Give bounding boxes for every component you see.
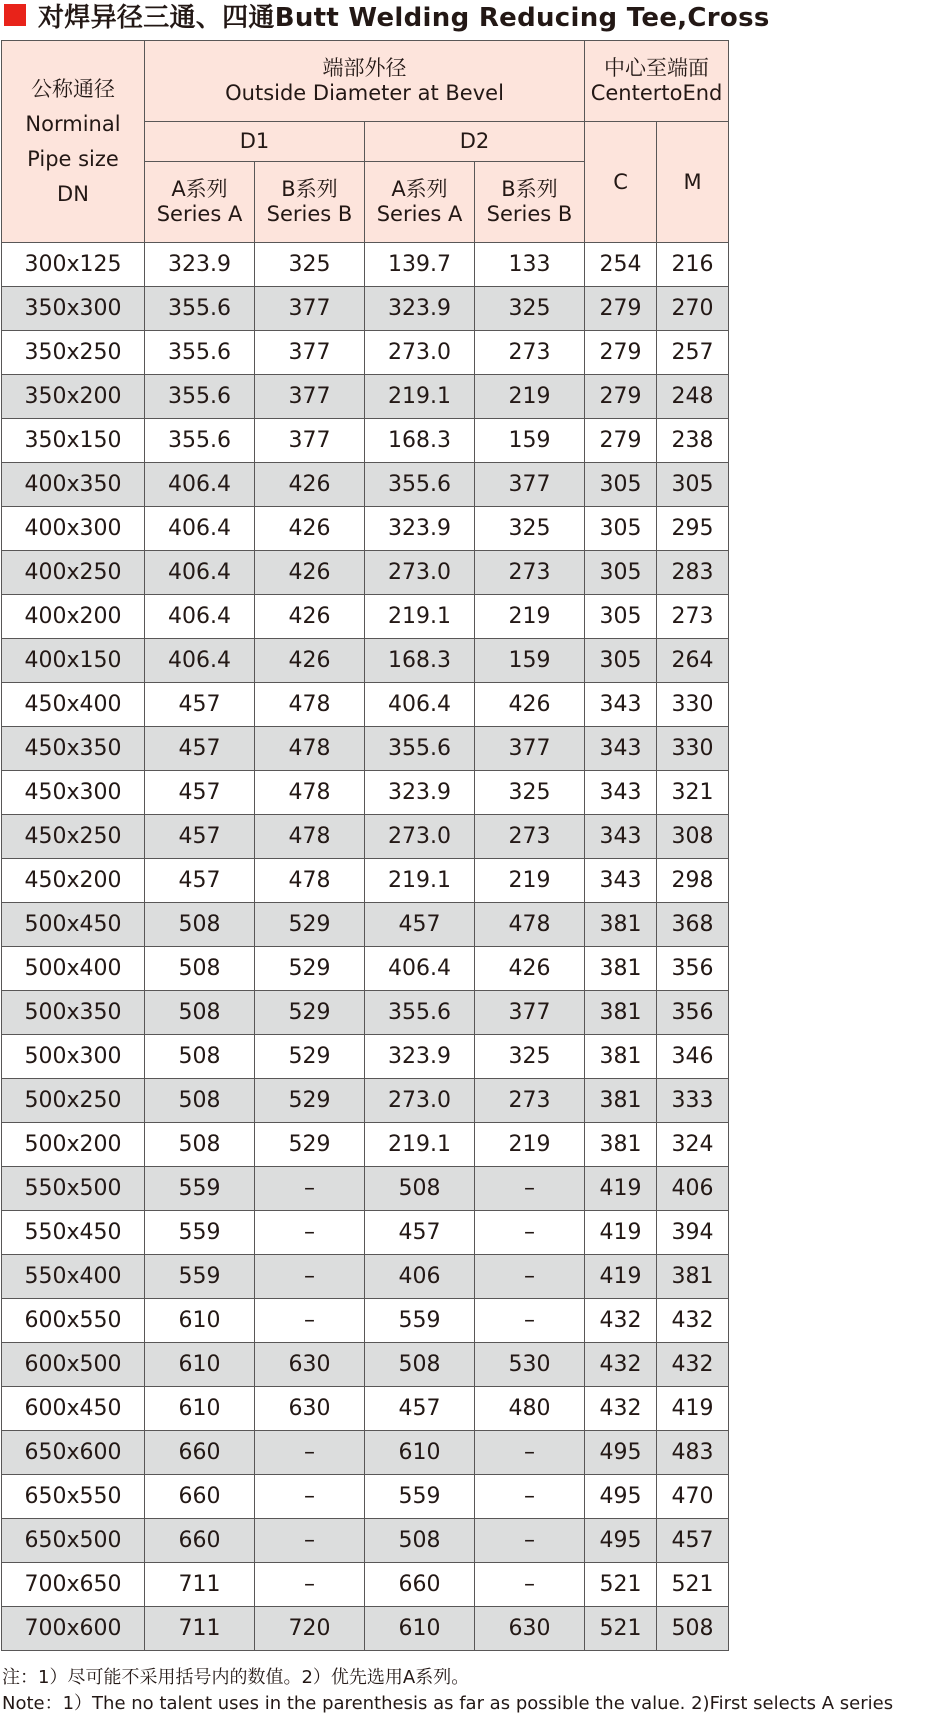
cell-d2-series-b: 273 [475, 551, 585, 595]
cell-m: 283 [657, 551, 729, 595]
cell-d1-series-b: 377 [255, 331, 365, 375]
cell-d1-series-b: 426 [255, 463, 365, 507]
cell-d2-series-a: 323.9 [365, 771, 475, 815]
cell-d2-series-a: 508 [365, 1343, 475, 1387]
cell-c: 381 [585, 1123, 657, 1167]
cell-m: 333 [657, 1079, 729, 1123]
cell-d2-series-a: 508 [365, 1519, 475, 1563]
cell-d2-series-a: 323.9 [365, 507, 475, 551]
header-outside-diameter-cn: 端部外径 [322, 56, 407, 80]
cell-d2-series-b: 377 [475, 727, 585, 771]
cell-c: 305 [585, 463, 657, 507]
table-row [2, 1475, 729, 1519]
cell-c: 521 [585, 1607, 657, 1651]
cell-d1-series-b: – [255, 1431, 365, 1475]
cell-d2-series-a: 219.1 [365, 595, 475, 639]
table-row [2, 1343, 729, 1387]
cell-nominal-size: 650x600 [2, 1431, 145, 1475]
cell-d2-series-b: 530 [475, 1343, 585, 1387]
cell-d2-series-b: 273 [475, 331, 585, 375]
cell-c: 521 [585, 1563, 657, 1607]
series-a-cn: A系列 [171, 177, 228, 201]
cell-nominal-size: 500x450 [2, 903, 145, 947]
cell-d1-series-a: 323.9 [145, 243, 255, 287]
cell-d1-series-a: 711 [145, 1607, 255, 1651]
cell-d2-series-b: 219 [475, 1123, 585, 1167]
cell-m: 257 [657, 331, 729, 375]
cell-d2-series-b: 219 [475, 375, 585, 419]
table-row [2, 1255, 729, 1299]
cell-nominal-size: 500x250 [2, 1079, 145, 1123]
cell-m: 368 [657, 903, 729, 947]
cell-m: 432 [657, 1299, 729, 1343]
table-row [2, 595, 729, 639]
cell-m: 330 [657, 727, 729, 771]
cell-d1-series-a: 660 [145, 1431, 255, 1475]
cell-m: 330 [657, 683, 729, 727]
table-row [2, 1431, 729, 1475]
cell-d2-series-b: – [475, 1519, 585, 1563]
cell-d2-series-b: 325 [475, 507, 585, 551]
cell-c: 343 [585, 815, 657, 859]
title-text: 对焊异径三通、四通Butt Welding Reducing Tee,Cross [38, 2, 770, 33]
note-en: Note：1）The no talent uses in the parenthesis as far as possible the value. 2)First selects A series [2, 1693, 894, 1714]
cell-d2-series-b: – [475, 1563, 585, 1607]
cell-c: 381 [585, 991, 657, 1035]
notes [2, 1665, 893, 1717]
cell-nominal-size: 600x450 [2, 1387, 145, 1431]
cell-d1-series-a: 711 [145, 1563, 255, 1607]
cell-d1-series-a: 660 [145, 1475, 255, 1519]
cell-d1-series-a: 610 [145, 1299, 255, 1343]
cell-c: 381 [585, 1035, 657, 1079]
cell-d1-series-a: 355.6 [145, 419, 255, 463]
dimension-table [1, 40, 729, 1651]
cell-nominal-size: 650x550 [2, 1475, 145, 1519]
cell-m: 508 [657, 1607, 729, 1651]
cell-nominal-size: 700x600 [2, 1607, 145, 1651]
cell-c: 305 [585, 507, 657, 551]
header-d2-series-a [365, 162, 475, 243]
header-m: M [657, 122, 729, 243]
cell-c: 419 [585, 1167, 657, 1211]
table-row [2, 1519, 729, 1563]
cell-d1-series-a: 406.4 [145, 463, 255, 507]
cell-d2-series-a: 219.1 [365, 859, 475, 903]
cell-d1-series-b: 426 [255, 639, 365, 683]
header-d2-series-b [475, 162, 585, 243]
table-row [2, 947, 729, 991]
cell-m: 324 [657, 1123, 729, 1167]
cell-d1-series-b: 529 [255, 991, 365, 1035]
cell-m: 346 [657, 1035, 729, 1079]
table-row [2, 1035, 729, 1079]
cell-d1-series-b: – [255, 1519, 365, 1563]
cell-c: 343 [585, 771, 657, 815]
cell-d2-series-b: – [475, 1255, 585, 1299]
cell-m: 295 [657, 507, 729, 551]
cell-c: 305 [585, 595, 657, 639]
cell-d2-series-a: 406.4 [365, 683, 475, 727]
cell-d2-series-a: 355.6 [365, 727, 475, 771]
table-row [2, 1211, 729, 1255]
cell-d1-series-b: 529 [255, 1035, 365, 1079]
cell-m: 305 [657, 463, 729, 507]
cell-d2-series-a: 273.0 [365, 1079, 475, 1123]
cell-nominal-size: 350x300 [2, 287, 145, 331]
cell-d1-series-b: – [255, 1255, 365, 1299]
cell-d2-series-a: 168.3 [365, 419, 475, 463]
header-nominal-size-cn: 公称通径 [31, 76, 115, 101]
table-row [2, 419, 729, 463]
cell-m: 273 [657, 595, 729, 639]
cell-d1-series-b: 529 [255, 903, 365, 947]
cell-d1-series-b: – [255, 1563, 365, 1607]
cell-d2-series-a: 508 [365, 1167, 475, 1211]
table-row [2, 287, 729, 331]
cell-d2-series-b: 630 [475, 1607, 585, 1651]
header-outside-diameter-en: Outside Diameter at Bevel [225, 81, 504, 105]
cell-m: 248 [657, 375, 729, 419]
series-a-en: Series A [376, 202, 463, 226]
cell-d1-series-b: – [255, 1167, 365, 1211]
cell-m: 419 [657, 1387, 729, 1431]
header-d1: D1 [145, 122, 365, 162]
cell-c: 432 [585, 1387, 657, 1431]
cell-d2-series-a: 406 [365, 1255, 475, 1299]
cell-d2-series-a: 355.6 [365, 991, 475, 1035]
cell-nominal-size: 450x250 [2, 815, 145, 859]
cell-d1-series-b: 630 [255, 1343, 365, 1387]
cell-d2-series-a: 273.0 [365, 551, 475, 595]
table-row [2, 683, 729, 727]
cell-d2-series-a: 610 [365, 1607, 475, 1651]
cell-m: 394 [657, 1211, 729, 1255]
cell-d1-series-a: 457 [145, 727, 255, 771]
cell-c: 495 [585, 1431, 657, 1475]
cell-d2-series-b: 133 [475, 243, 585, 287]
cell-c: 432 [585, 1343, 657, 1387]
header-nominal-size-en2: Pipe size [27, 146, 119, 171]
cell-c: 343 [585, 683, 657, 727]
table-row [2, 639, 729, 683]
cell-d1-series-a: 559 [145, 1255, 255, 1299]
cell-d1-series-a: 508 [145, 991, 255, 1035]
cell-nominal-size: 350x150 [2, 419, 145, 463]
cell-d1-series-a: 508 [145, 1035, 255, 1079]
table-row [2, 1607, 729, 1651]
cell-d1-series-a: 406.4 [145, 639, 255, 683]
cell-d1-series-b: 529 [255, 1123, 365, 1167]
cell-d1-series-b: 478 [255, 815, 365, 859]
cell-c: 254 [585, 243, 657, 287]
cell-d1-series-b: 478 [255, 727, 365, 771]
table-row [2, 551, 729, 595]
cell-m: 356 [657, 947, 729, 991]
cell-nominal-size: 450x300 [2, 771, 145, 815]
cell-m: 238 [657, 419, 729, 463]
cell-d2-series-a: 660 [365, 1563, 475, 1607]
cell-c: 381 [585, 903, 657, 947]
cell-d2-series-b: 478 [475, 903, 585, 947]
cell-c: 343 [585, 727, 657, 771]
cell-m: 298 [657, 859, 729, 903]
cell-d1-series-b: 478 [255, 859, 365, 903]
note-cn: 注：1）尽可能不采用括号内的数值。2）优先选用A系列。 [2, 1667, 470, 1688]
cell-c: 279 [585, 419, 657, 463]
series-b-en: Series B [486, 202, 573, 226]
cell-m: 216 [657, 243, 729, 287]
cell-d1-series-a: 559 [145, 1211, 255, 1255]
header-center-to-end-cn: 中心至端面 [604, 56, 710, 80]
cell-nominal-size: 400x150 [2, 639, 145, 683]
series-b-en: Series B [266, 202, 353, 226]
table-row [2, 771, 729, 815]
table-row [2, 243, 729, 287]
cell-c: 343 [585, 859, 657, 903]
cell-d1-series-a: 559 [145, 1167, 255, 1211]
cell-d1-series-b: 478 [255, 683, 365, 727]
table-row [2, 1079, 729, 1123]
table-row [2, 815, 729, 859]
cell-c: 495 [585, 1519, 657, 1563]
cell-d2-series-a: 139.7 [365, 243, 475, 287]
header-center-to-end-en: CentertoEnd [590, 81, 723, 105]
cell-c: 279 [585, 331, 657, 375]
cell-d2-series-b: 159 [475, 639, 585, 683]
header-outside-diameter [145, 41, 585, 122]
table-row [2, 375, 729, 419]
cell-m: 308 [657, 815, 729, 859]
red-square-icon [4, 4, 26, 26]
cell-d2-series-b: 273 [475, 1079, 585, 1123]
cell-nominal-size: 600x500 [2, 1343, 145, 1387]
cell-d1-series-a: 660 [145, 1519, 255, 1563]
cell-d2-series-b: – [475, 1475, 585, 1519]
cell-d2-series-a: 559 [365, 1475, 475, 1519]
cell-nominal-size: 550x450 [2, 1211, 145, 1255]
header-nominal-size-en1: Norminal [25, 111, 121, 136]
cell-m: 470 [657, 1475, 729, 1519]
cell-c: 305 [585, 551, 657, 595]
cell-d2-series-b: – [475, 1167, 585, 1211]
cell-d1-series-a: 406.4 [145, 595, 255, 639]
cell-d2-series-b: 325 [475, 771, 585, 815]
page-title [0, 0, 770, 33]
table-row [2, 727, 729, 771]
cell-c: 381 [585, 1079, 657, 1123]
cell-c: 279 [585, 287, 657, 331]
series-b-cn: B系列 [281, 177, 338, 201]
cell-m: 432 [657, 1343, 729, 1387]
header-center-to-end [585, 41, 729, 122]
cell-d1-series-a: 406.4 [145, 551, 255, 595]
cell-d1-series-a: 508 [145, 947, 255, 991]
cell-d2-series-a: 457 [365, 1211, 475, 1255]
cell-d1-series-b: 630 [255, 1387, 365, 1431]
table-row [2, 859, 729, 903]
cell-d1-series-b: – [255, 1299, 365, 1343]
cell-c: 381 [585, 947, 657, 991]
table-row [2, 1167, 729, 1211]
cell-d2-series-b: 325 [475, 1035, 585, 1079]
cell-d2-series-b: 377 [475, 991, 585, 1035]
table-row [2, 331, 729, 375]
header-d2: D2 [365, 122, 585, 162]
cell-d1-series-b: 426 [255, 551, 365, 595]
header-nominal-size-en3: DN [57, 181, 89, 206]
cell-d2-series-b: – [475, 1431, 585, 1475]
cell-d1-series-b: 529 [255, 947, 365, 991]
cell-d1-series-a: 508 [145, 1079, 255, 1123]
cell-m: 321 [657, 771, 729, 815]
cell-d2-series-a: 323.9 [365, 287, 475, 331]
cell-d2-series-a: 168.3 [365, 639, 475, 683]
cell-d2-series-b: 219 [475, 859, 585, 903]
cell-nominal-size: 700x650 [2, 1563, 145, 1607]
cell-d2-series-a: 559 [365, 1299, 475, 1343]
cell-m: 264 [657, 639, 729, 683]
cell-d1-series-b: – [255, 1211, 365, 1255]
cell-nominal-size: 300x125 [2, 243, 145, 287]
cell-nominal-size: 400x350 [2, 463, 145, 507]
cell-d1-series-b: 529 [255, 1079, 365, 1123]
cell-d2-series-a: 273.0 [365, 815, 475, 859]
cell-nominal-size: 550x400 [2, 1255, 145, 1299]
header-d1-series-a [145, 162, 255, 243]
cell-d2-series-a: 273.0 [365, 331, 475, 375]
cell-m: 483 [657, 1431, 729, 1475]
cell-d2-series-a: 219.1 [365, 375, 475, 419]
cell-nominal-size: 400x300 [2, 507, 145, 551]
cell-d1-series-a: 457 [145, 771, 255, 815]
cell-c: 279 [585, 375, 657, 419]
cell-d1-series-b: 377 [255, 375, 365, 419]
table-row [2, 991, 729, 1035]
cell-d1-series-a: 457 [145, 859, 255, 903]
cell-d2-series-b: 273 [475, 815, 585, 859]
cell-d1-series-a: 355.6 [145, 287, 255, 331]
table-row [2, 1123, 729, 1167]
cell-d1-series-b: – [255, 1475, 365, 1519]
cell-c: 495 [585, 1475, 657, 1519]
cell-m: 457 [657, 1519, 729, 1563]
cell-nominal-size: 550x500 [2, 1167, 145, 1211]
cell-d1-series-a: 457 [145, 815, 255, 859]
cell-d2-series-a: 219.1 [365, 1123, 475, 1167]
cell-d1-series-b: 377 [255, 287, 365, 331]
header-d1-series-b [255, 162, 365, 243]
cell-d2-series-b: 219 [475, 595, 585, 639]
cell-d1-series-b: 377 [255, 419, 365, 463]
series-a-en: Series A [156, 202, 243, 226]
cell-d1-series-b: 325 [255, 243, 365, 287]
cell-d1-series-b: 426 [255, 507, 365, 551]
cell-nominal-size: 350x200 [2, 375, 145, 419]
cell-c: 432 [585, 1299, 657, 1343]
table-row [2, 903, 729, 947]
cell-nominal-size: 500x400 [2, 947, 145, 991]
cell-d1-series-b: 720 [255, 1607, 365, 1651]
cell-c: 419 [585, 1211, 657, 1255]
cell-d2-series-b: 377 [475, 463, 585, 507]
cell-d2-series-b: 325 [475, 287, 585, 331]
cell-nominal-size: 450x400 [2, 683, 145, 727]
cell-nominal-size: 650x500 [2, 1519, 145, 1563]
cell-nominal-size: 600x550 [2, 1299, 145, 1343]
cell-nominal-size: 400x250 [2, 551, 145, 595]
table-row [2, 1387, 729, 1431]
table-body [2, 243, 729, 1651]
cell-c: 305 [585, 639, 657, 683]
cell-d2-series-b: – [475, 1299, 585, 1343]
cell-d2-series-a: 355.6 [365, 463, 475, 507]
cell-d2-series-b: – [475, 1211, 585, 1255]
table-row [2, 1299, 729, 1343]
cell-d2-series-a: 323.9 [365, 1035, 475, 1079]
cell-d1-series-a: 355.6 [145, 331, 255, 375]
cell-d2-series-a: 457 [365, 1387, 475, 1431]
series-a-cn: A系列 [391, 177, 448, 201]
cell-d1-series-b: 478 [255, 771, 365, 815]
cell-nominal-size: 350x250 [2, 331, 145, 375]
cell-d2-series-b: 159 [475, 419, 585, 463]
cell-d1-series-a: 610 [145, 1343, 255, 1387]
cell-d2-series-b: 480 [475, 1387, 585, 1431]
cell-d2-series-a: 457 [365, 903, 475, 947]
cell-d2-series-b: 426 [475, 947, 585, 991]
cell-d2-series-a: 406.4 [365, 947, 475, 991]
cell-d2-series-a: 610 [365, 1431, 475, 1475]
cell-nominal-size: 400x200 [2, 595, 145, 639]
table-row [2, 507, 729, 551]
series-b-cn: B系列 [501, 177, 558, 201]
cell-nominal-size: 500x300 [2, 1035, 145, 1079]
cell-m: 521 [657, 1563, 729, 1607]
cell-d1-series-a: 508 [145, 903, 255, 947]
table-row [2, 463, 729, 507]
cell-d1-series-a: 610 [145, 1387, 255, 1431]
cell-m: 356 [657, 991, 729, 1035]
header-c: C [585, 122, 657, 243]
cell-d2-series-b: 426 [475, 683, 585, 727]
cell-nominal-size: 500x200 [2, 1123, 145, 1167]
cell-m: 406 [657, 1167, 729, 1211]
table-row [2, 1563, 729, 1607]
cell-m: 270 [657, 287, 729, 331]
header-nominal-size [2, 41, 145, 243]
cell-d1-series-b: 426 [255, 595, 365, 639]
cell-nominal-size: 500x350 [2, 991, 145, 1035]
cell-d1-series-a: 457 [145, 683, 255, 727]
cell-d1-series-a: 355.6 [145, 375, 255, 419]
cell-d1-series-a: 508 [145, 1123, 255, 1167]
cell-nominal-size: 450x200 [2, 859, 145, 903]
cell-m: 381 [657, 1255, 729, 1299]
cell-nominal-size: 450x350 [2, 727, 145, 771]
cell-d1-series-a: 406.4 [145, 507, 255, 551]
cell-c: 419 [585, 1255, 657, 1299]
